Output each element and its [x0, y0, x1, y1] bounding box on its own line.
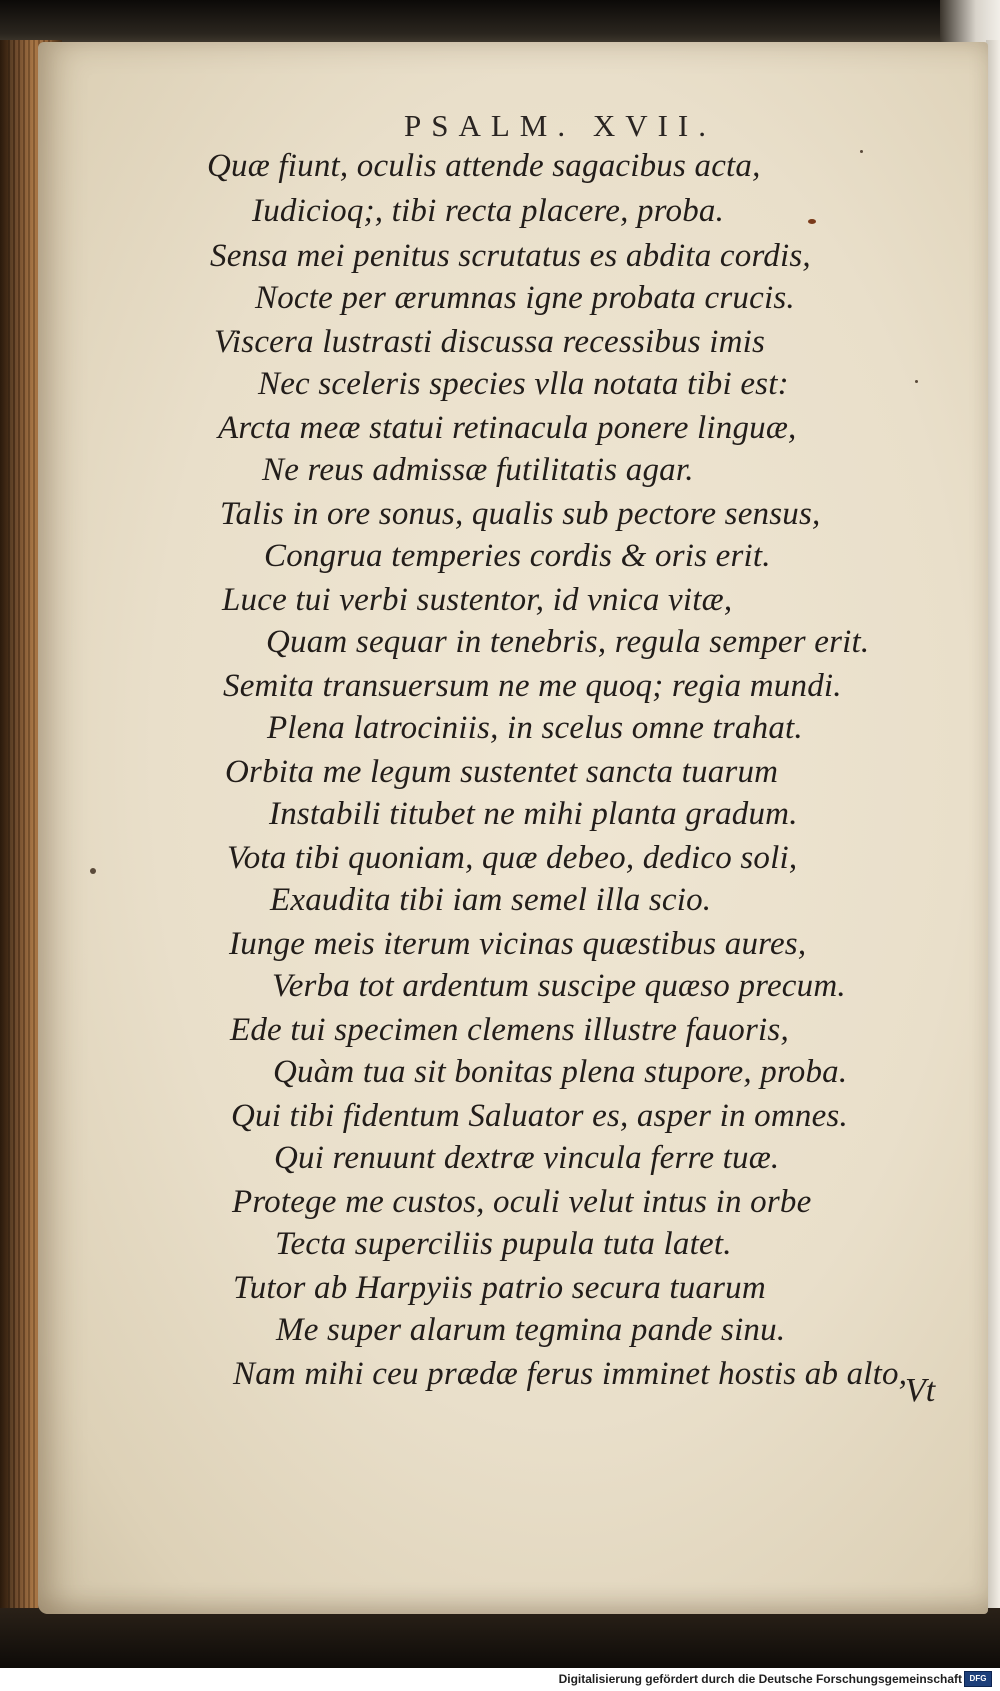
verse-line: Arcta meæ statui retinacula ponere linguæ, [218, 410, 797, 446]
verse-line: Congrua temperies cordis & oris erit. [264, 538, 771, 574]
verse-line: Orbita me legum sustentet sancta tuarum [225, 754, 779, 790]
verse-line: Instabili titubet ne mihi planta gradum. [269, 796, 798, 832]
ink-speck [808, 219, 816, 224]
verse-line: Tutor ab Harpyiis patrio secura tuarum [233, 1270, 766, 1306]
verse-line: Vota tibi quoniam, quæ debeo, dedico soli, [227, 840, 798, 876]
verse-line: Qui renuunt dextræ vincula ferre tuæ. [274, 1140, 780, 1176]
verse-line: Plena latrociniis, in scelus omne trahat. [267, 710, 803, 746]
verse-line: Viscera lustrasti discussa recessibus imis [214, 324, 766, 360]
verse-line: Sensa mei penitus scrutatus es abdita cordis, [210, 238, 811, 274]
verse-line: Ede tui specimen clemens illustre fauoris, [230, 1012, 789, 1048]
verse-line: Nam mihi ceu prædæ ferus imminet hostis ab alto, [233, 1356, 908, 1392]
running-head: PSALM. XVII. [403, 108, 717, 143]
ink-speck [915, 380, 918, 383]
verse-line: Me super alarum tegmina pande sinu. [276, 1312, 786, 1348]
funding-credit: Digitalisierung gefördert durch die Deutsche Forschungsgemeinschaft [558, 1672, 962, 1686]
verse-line: Talis in ore sonus, qualis sub pectore sensus, [220, 496, 821, 532]
verse-line: Exaudita tibi iam semel illa scio. [270, 882, 712, 918]
verse-line: Iunge meis iterum vicinas quæstibus aures, [229, 926, 807, 962]
dfg-logo-icon [964, 1671, 992, 1687]
verse-line: Nocte per ærumnas igne probata crucis. [255, 280, 795, 316]
verse-line: Protege me custos, oculi velut intus in orbe [232, 1184, 812, 1220]
verse-line: Nec sceleris species vlla notata tibi est: [258, 366, 789, 402]
verse-line: Iudicioq;, tibi recta placere, proba. [252, 193, 725, 229]
ink-speck [90, 868, 96, 874]
verse-line: Qui tibi fidentum Saluator es, asper in omnes. [231, 1098, 848, 1134]
verse-line: Verba tot ardentum suscipe quæso precum. [272, 968, 846, 1004]
verse-line: Ne reus admissæ futilitatis agar. [262, 452, 694, 488]
verse-line: Luce tui verbi sustentor, id vnica vitæ, [222, 582, 733, 618]
verse-line: Quam sequar in tenebris, regula semper erit. [266, 624, 870, 660]
verse-line: Semita transuersum ne me quoq; regia mundi. [223, 668, 842, 704]
ink-speck [860, 150, 863, 153]
catchword: Vt [905, 1372, 936, 1409]
dfg-logo-text: DFG [969, 1674, 987, 1683]
verse-line: Quæ fiunt, oculis attende sagacibus acta, [207, 148, 761, 184]
verse-line: Tecta superciliis pupula tuta latet. [275, 1226, 732, 1262]
verse-line: Quàm tua sit bonitas plena stupore, proba. [273, 1054, 848, 1090]
